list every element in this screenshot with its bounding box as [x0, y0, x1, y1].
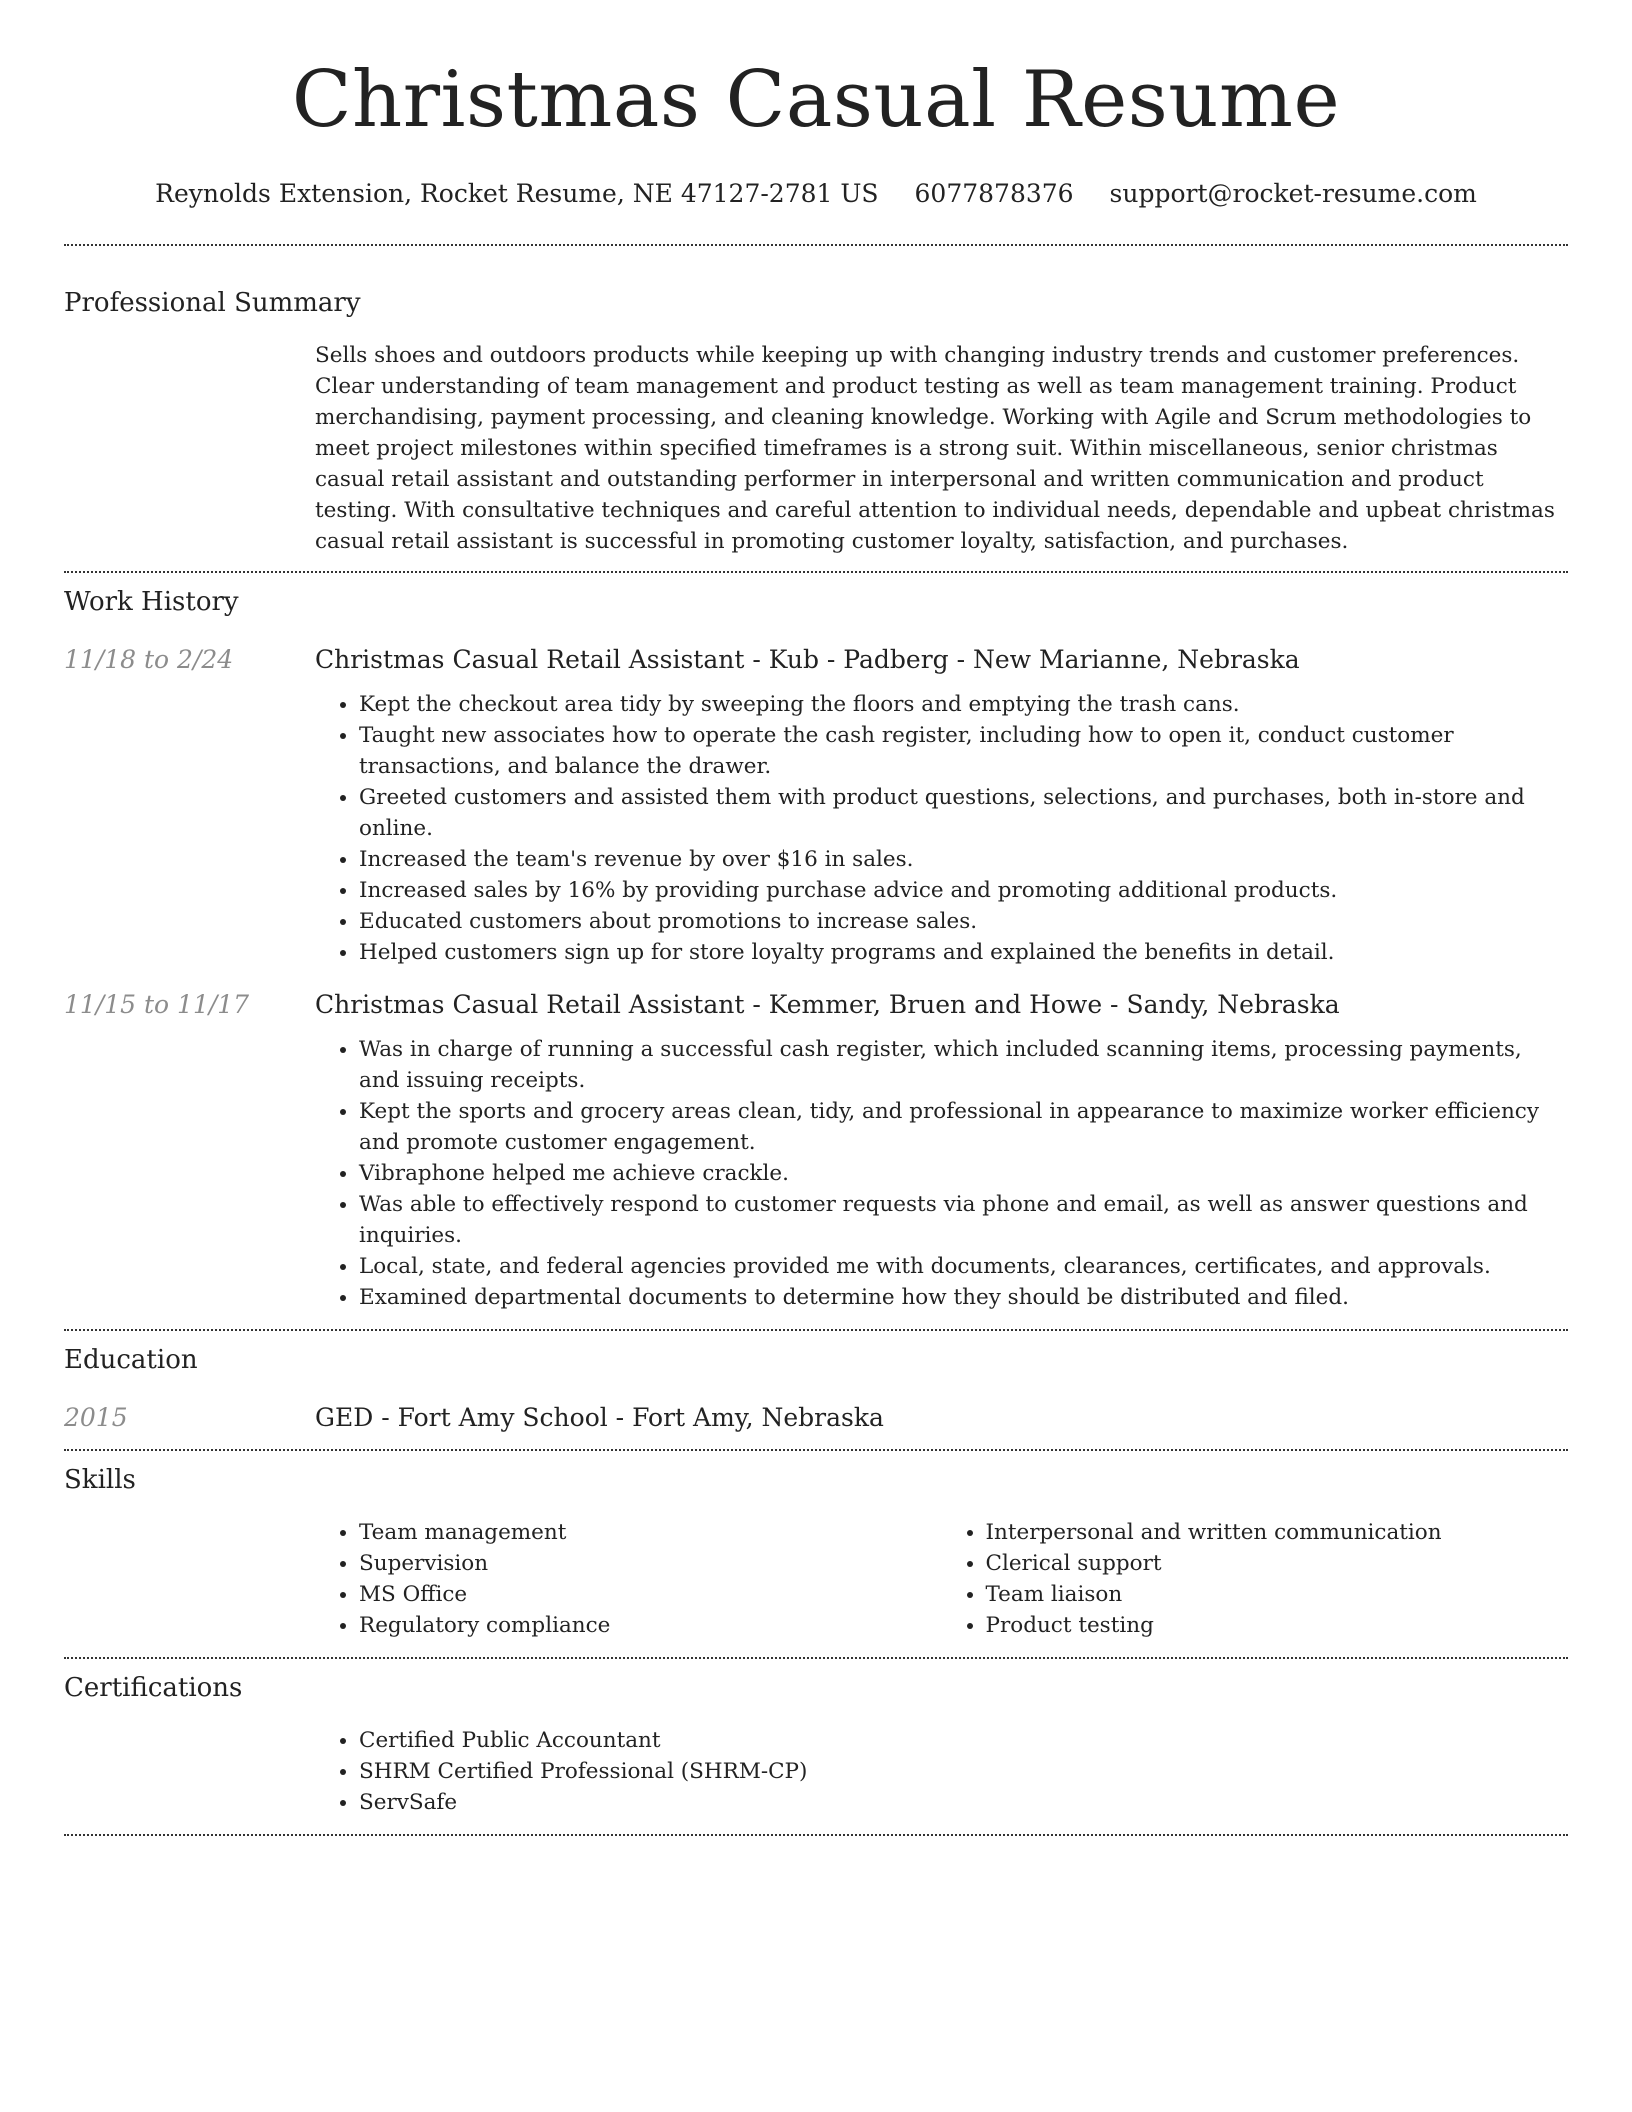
list-item: • Regulatory compliance [359, 1610, 942, 1641]
list-item: • Examined departmental documents to determine how they should be distributed and filed. [359, 1282, 1568, 1313]
section-heading-work: Work History [64, 587, 239, 617]
job-entry [64, 643, 1568, 968]
list-item: • Educated customers about promotions to increase sales. [359, 906, 1568, 937]
list-item: • Greeted customers and assisted them with product questions, selections, and purchases, both in-store and online. [359, 782, 1568, 844]
list-item: • Was in charge of running a successful cash register, which included scanning items, processing payments, and issuing receipts. [359, 1034, 1568, 1096]
list-item: • Kept the checkout area tidy by sweeping the floors and emptying the trash cans. [359, 689, 1568, 720]
skills-section [64, 1451, 1568, 1657]
list-item: • Product testing [986, 1610, 1569, 1641]
education-year: 2015 [64, 1403, 128, 1432]
summary-text: Sells shoes and outdoors products while keeping up with changing industry trends and customer preferences. Clear understanding of team management and product testing as well as team management training. Product merchandising, payment processing, and cleaning knowledge. Working with Agile and Scrum methodologies to meet project milestones within specified timeframes is a strong suit. Within miscellaneous, senior christmas casual retail assistant and outstanding performer in interpersonal and written communication and product testing. With consultative techniques and careful attention to individual needs, dependable and upbeat christmas casual retail assistant is successful in promoting customer loyalty, satisfaction, and purchases. [315, 343, 1555, 554]
list-item: • Interpersonal and written communication [986, 1517, 1569, 1548]
skills-list-left [315, 1517, 942, 1641]
list-item: • Increased the team's revenue by over $16 in sales. [359, 844, 1568, 875]
list-item: • Certified Public Accountant [359, 1725, 1568, 1756]
job-dates: 11/15 to 11/17 [64, 990, 250, 1019]
list-item: • Vibraphone helped me achieve crackle. [359, 1158, 1568, 1189]
section-heading-summary: Professional Summary [64, 288, 361, 318]
job-title: Christmas Casual Retail Assistant - Kub - Padberg - New Marianne, Nebraska [315, 645, 1300, 674]
job-bullets [315, 1034, 1568, 1313]
education-entry: GED - Fort Amy School - Fort Amy, Nebraska [315, 1403, 884, 1432]
job-title: Christmas Casual Retail Assistant - Kemmer, Bruen and Howe - Sandy, Nebraska [315, 990, 1340, 1019]
section-heading-certifications: Certifications [64, 1673, 243, 1703]
job-dates: 11/18 to 2/24 [64, 645, 234, 674]
certifications-list [315, 1725, 1568, 1818]
list-item: • Increased sales by 16% by providing purchase advice and promoting additional products. [359, 875, 1568, 906]
list-item: • Local, state, and federal agencies provided me with documents, clearances, certificates, and approvals. [359, 1251, 1568, 1282]
work-history-section [64, 573, 1568, 1313]
list-item: • Helped customers sign up for store loyalty programs and explained the benefits in detail. [359, 937, 1568, 968]
list-item: • SHRM Certified Professional (SHRM-CP) [359, 1756, 1568, 1787]
list-item: • Was able to effectively respond to customer requests via phone and email, as well as answer questions and inquiries. [359, 1189, 1568, 1251]
skills-list-right [942, 1517, 1569, 1641]
contact-line [64, 178, 1568, 210]
list-item: • Kept the sports and grocery areas clean, tidy, and professional in appearance to maximize worker efficiency and promote customer engagement. [359, 1096, 1568, 1158]
education-section [64, 1331, 1568, 1449]
list-item: • Team management [359, 1517, 942, 1548]
list-item: • MS Office [359, 1579, 942, 1610]
list-item: • Team liaison [986, 1579, 1569, 1610]
list-item: • Supervision [359, 1548, 942, 1579]
list-item: • Taught new associates how to operate the cash register, including how to open it, conduct customer transactions, and balance the drawer. [359, 720, 1568, 782]
contact-phone: 6077878376 [914, 179, 1074, 208]
divider [64, 1834, 1568, 1836]
job-entry [64, 988, 1568, 1313]
contact-email: support@rocket-resume.com [1109, 179, 1477, 208]
contact-address: Reynolds Extension, Rocket Resume, NE 47127-2781 US [155, 179, 879, 208]
list-item: • ServSafe [359, 1787, 1568, 1818]
summary-section [64, 246, 1568, 571]
section-heading-education: Education [64, 1345, 198, 1375]
resume-title: Christmas Casual Resume [291, 55, 1341, 145]
certifications-section [64, 1659, 1568, 1834]
list-item: • Clerical support [986, 1548, 1569, 1579]
job-bullets [315, 689, 1568, 968]
section-heading-skills: Skills [64, 1465, 136, 1495]
